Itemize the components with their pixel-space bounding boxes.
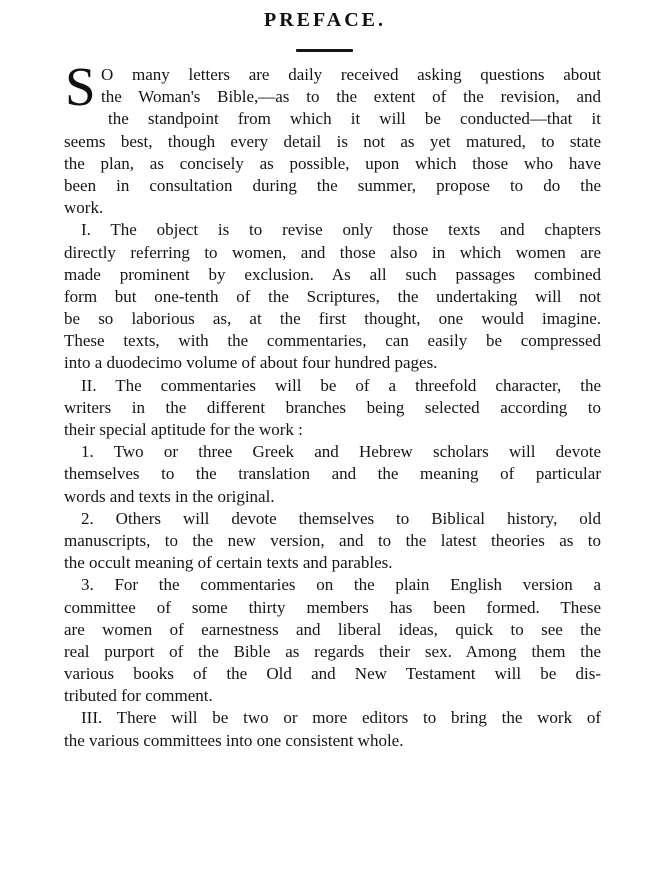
text-line: directly referring to women, and those also in which women are [64,242,601,262]
text-line: words and texts in the original. [64,486,275,506]
text-line: 1. Two or three Greek and Hebrew scholars will devote [81,442,601,462]
paragraph-intro [64,56,601,219]
text-line: the various committees into one consistent whole. [64,730,404,750]
text-line: II. The commentaries will be of a threefold character, the [81,375,601,395]
text-line: 2. Others will devote themselves to Biblical history, old [81,508,601,528]
text-line: 3. For the commentaries on the plain English version a [81,575,601,595]
paragraph-section-1 [64,219,601,374]
text-line: their special aptitude for the work : [64,420,303,439]
text-line: themselves to the translation and the meaning of particular [64,464,601,484]
text-line: been in consultation during the summer, propose to do the [64,175,601,195]
body-text [64,56,601,752]
text-line: seems best, though every detail is not as yet matured, to state [64,131,601,151]
paragraph-item-3 [64,574,601,707]
page-title: PREFACE. [264,9,386,31]
text-line: III. There will be two or more editors to bring the work of [81,708,601,728]
text-line: various books of the Old and New Testament will be dis- [64,664,601,684]
text-line: made prominent by exclusion. As all such passages combined [64,264,601,284]
text-line: These texts, with the commentaries, can easily be compressed [64,331,601,351]
text-line: the Woman's Bible,—as to the extent of the revision, and [101,87,601,107]
text-line: manuscripts, to the new version, and to the latest theories as to [64,530,601,550]
drop-cap: S [65,56,96,117]
paragraph-item-1 [64,441,601,508]
text-line: be so laborious as, at the first thought, one would imagine. [64,309,601,329]
paragraph-section-2 [64,375,601,442]
text-line: the occult meaning of certain texts and parables. [64,553,393,573]
text-line: tributed for comment. [64,686,213,706]
paragraph-section-3 [64,707,601,751]
title-divider-rule [296,49,353,52]
text-line: form but one-tenth of the Scriptures, the undertaking will not [64,286,601,306]
text-line: committee of some thirty members has been formed. These [64,597,601,617]
text-line: O many letters are daily received asking questions about [101,65,601,84]
text-line: writers in the different branches being selected according to [64,397,601,417]
text-line: into a duodecimo volume of about four hundred pages. [64,353,438,373]
text-line: real purport of the Bible as regards their sex. Among them the [64,641,601,661]
text-line: the standpoint from which it will be conducted—that it [108,109,601,129]
text-line: the plan, as concisely as possible, upon which those who have [64,153,601,173]
text-line: I. The object is to revise only those texts and chapters [81,220,601,240]
paragraph-item-2 [64,508,601,575]
text-line: work. [64,198,104,218]
text-line: are women of earnestness and liberal ideas, quick to see the [64,619,601,639]
